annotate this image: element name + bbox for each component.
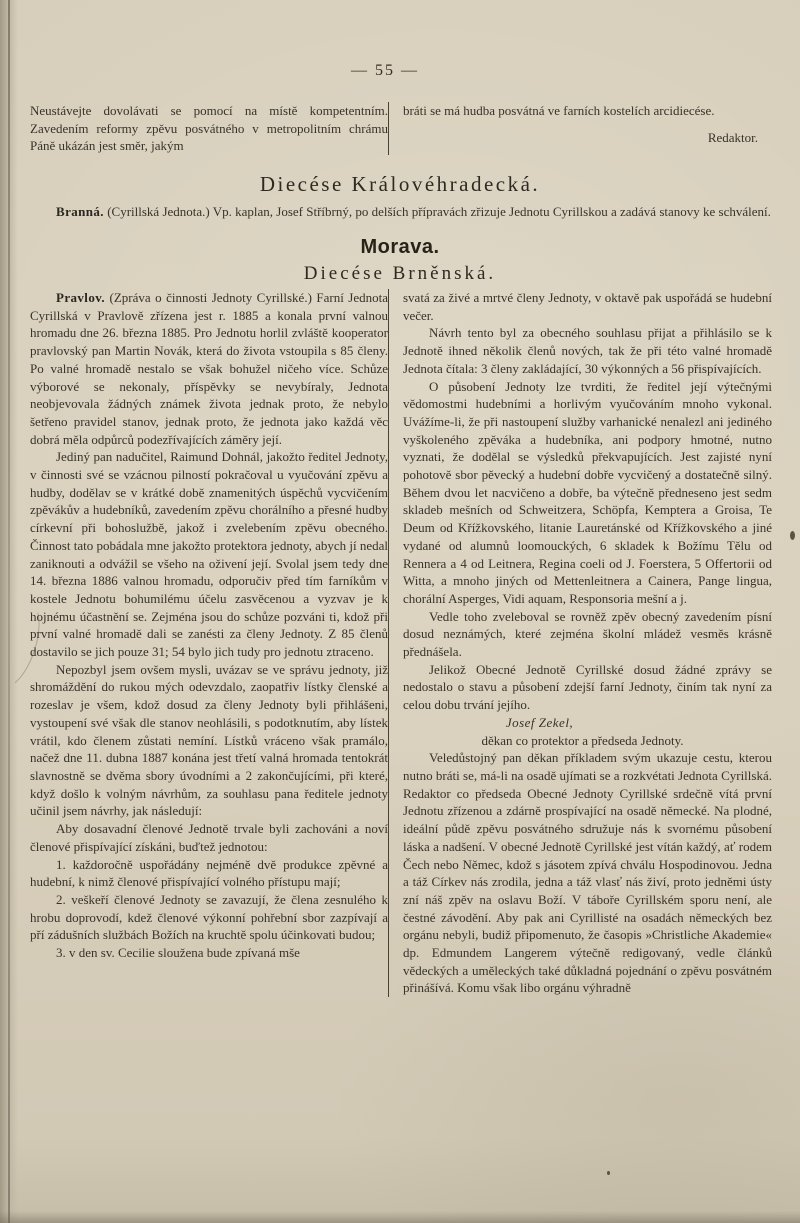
intro-right-column [388,102,772,155]
scan-artifact-speck [790,531,795,540]
entry-branna [30,203,772,221]
paragraph-pravlov [30,289,388,448]
paragraph: Veledůstojný pan děkan příkladem svým ukazuje cestu, kterou nutno bráti se, má-li na osadě ujímati se a rozkvétati Jednota Cyrillská. Redaktor co předseda Obecné Jednoty Cyrillské srdečně vítá první Jednotu zřízenou a zdárně prospívající na osadě německé. Na plodné, ideální půdě zpěvu posvátného sdružuje nás k svornému působení láska a nadšení. V obecné Jednotě Cyrillské jest vítán každý, ať rodem Čech nebo Němec, kdož s jásotem zpívá chválu Hospodinovou. Jedna a táž Církev nás zrodila, jedna a táž vlasť nás živí, proto jedněmi ústy zní náš zpěv na oslavu Boží. V táboře Cyrillském sporu není, ale čestné závodění. Aby pak ani Cyrillisté na osadách německých bez orgánu nebyli, budiž připomenuto, že časopis »Christliche Akademie« dp. Edmundem Langerem výtečně redigovaný, vedle článků vědeckých a uměleckých také důkladná pojednání o zpěvu posvátném přinášívá. Komu však libo orgánu výhradně [403,750,772,996]
intro-right-text: bráti se má hudba posvátná ve farních kostelích arcidiecése. [403,103,715,118]
heading-morava: Morava. [360,236,440,258]
scan-bottom-shadow [0,1211,800,1223]
paragraph: Aby dosavadní členové Jednotě trvale byli zachováni a noví členové přispívající získáni, buďtež jednotou: [30,821,388,854]
paragraph: Nepozbyl jsem ovšem mysli, uvázav se ve správu jednoty, již shromáždění do rukou mých odevzdalo, zaopatřiv lístky členské a rozeslav je všem, kdož dosud za členy Jednoty byli přihlášeni, vystoupení své však dle stanov neohlásili, s podotknutím, aby lístek vrátil, kdo členem zůstati nemíní. Lístků vráceno však pramálo, načež dne 11. dubna 1887 konána jest třetí valná hromada tentokrát slavnostně se dvěma sbory úvodními a 2 zakončujícími, při které, když došlo k volným návrhům, za souhlasu pana ředitele jednoty učinil jsem návrhy, jak následují: [30,661,388,819]
entry-branna-paragraph [30,203,772,221]
list-item: 1. každoročně uspořádány nejméně dvě produkce zpěvné a hudební, k nimž členové přispívající volného přístupu mají; [30,856,388,890]
scan-artifact-speck [607,1171,610,1175]
article-body [30,289,772,997]
paragraph-pravlov-lead: Pravlov. [56,290,106,305]
paragraph: O působení Jednoty lze tvrditi, že ředitel její výtečnými vědomostmi hudebními a horlivým vyučováním mnoho vykonal. Uvážíme-li, že při nastoupení služby varhanické nenalezl ani jediného vyškoleného zpěváka a hudebníka, ani podpory hmotné, nutno vyznati, že dodělal se výsledků překvapujících. Jest zajisté nyní pohotově sbor pěvecký a hudební dobře vycvičený a dostatečně silný. Během dvou let nacvičeno a dobře, ba výtečně předneseno jest sedm skladeb mešních od Schweitzera, Schöpfa, Kemptera a Groisa, Te Deum od Křížkovského, litanie Lauretánské od Křížkovského a jiné vydané od alumnů loomouckých, 6 skladek k Božímu Tělu od Rennera a 4 od Leitnera, Regina coeli od J. Foerstera, 5 Offertorii od Witta, a mnoho jiných od Mettenleitnera a Cainera, Pange lingua, chorální Asperges, Vidi aquam, Responsoria mešní a j. [403,378,772,606]
heading-diecese-kralovehradecka: Diecése Královéhradecká. [259,172,541,196]
entry-branna-lead: Branná. [56,204,104,219]
paragraph: Jediný pan nadučitel, Raimund Dohnál, jakožto ředitel Jednoty, v činnosti své se vzácnou pilností pokračoval u vyučování zpěvu a hudby, dodělav se v krátké době znamenitých úspěchů vycvičením zpěvákův a hudebníků, zavedením zpěvu chorálního a přesné hudby církevní při bohoslužbě, jakož i zvelebením zpěvu obecného. Činnost tato pobádala mne jakožto protektora jednoty, abych jí nedal zaniknouti a odvážil se všeho na oživení její. Svolal jsem tedy dne 14. března 1886 valnou hromadu, odporučiv před tím farníkům v kostele Jednotu bohumilému účelu zasvěcenou a vyzvav je k hojnému účastnění se. Zejména jsou do schůze pozváni ti, kdož při první valné hromadě dali se zanésti za členy Jednoty. Z 85 členů dostavilo se jich pouze 31; 54 bylo jich tudy pro jednotu ztraceno. [30,449,389,660]
paragraph-pravlov-text: (Zpráva o činnosti Jednoty Cyrillské.) Farní Jednota Cyrillská v Pravlově zřízena jest r. 1885 a konala první valnou hromadu dne 26. března 1885. Pro Jednotu horlil zvláště kooperator pravlovský pan Martin Novák, která do života vstoupila s 85 členy. Po valné hromadě nestalo se však bohužel ničeho více. Schůze výborové se nekonaly, příspěvky se nevybíraly, Jednota neobjevovala žádných známek života jednak proto, že nebylo šetřeno pravidel stanov, jednak proto, že jednota jako každá věc dobrá měla odpůrců podezřívajících záměry její. [30,290,388,447]
paragraph-continuation: svatá za živé a mrtvé členy Jednoty, v oktavě pak uspořádá se hudební večer. [403,290,772,323]
article-left-column [30,289,388,997]
list-item: 2. veškeří členové Jednoty se zavazují, že člena zesnulého k hrobu doprovodí, kdež členové výkonní pohřební sbor zazpívají a pří zádušních službách Božích na kruchtě spolu účinkovati budou; [30,891,388,943]
signature-name: Josef Zekel, [505,714,574,730]
paragraph: Návrh tento byl za obecného souhlasu přijat a přihlásilo se k Jednotě ihned několik členů nových, tak že při této valné hromadě Jednota čítala: 3 členy zakládající, 30 výkonných a 56 přispívajících. [403,325,772,376]
entry-branna-text: (Cyrillská Jednota.) Vp. kaplan, Josef Stříbrný, po delších přípravách zřizuje Jednotu Cyrillskou a zadává stanovy ke schválení. [103,204,771,219]
intro-section [30,102,772,155]
intro-left-column [30,102,388,155]
article-right-column [388,289,772,997]
signature-title: děkan co protektor a předseda Jednoty. [481,732,684,748]
heading-diecese-brnenska: Diecése Brněnská. [303,263,497,284]
paragraph: Vedle toho zveleboval se rovněž zpěv obecný zavedením písní dosud neznámých, které zejména školní mládež vesměs krásně přednášela. [403,608,772,660]
list-item: 3. v den sv. Cecilie sloužena bude zpívaná mše [56,945,300,961]
intro-left-text: Neustávejte dovolávati se pomocí na místě kompetentním. Zavedením reformy zpěvu posvátného v metropolitním chrámu Páně ukázán jest směr, jakým [30,103,388,154]
page-number: — 55 — [351,62,419,79]
intro-signature: Redaktor. [707,129,758,145]
paragraph: Jelikož Obecné Jednotě Cyrillské dosud žádné zprávy se nedostalo o stavu a působení zdejší farní Jednoty, činím tak nyní za celou dobu trvání jejího. [403,661,772,713]
